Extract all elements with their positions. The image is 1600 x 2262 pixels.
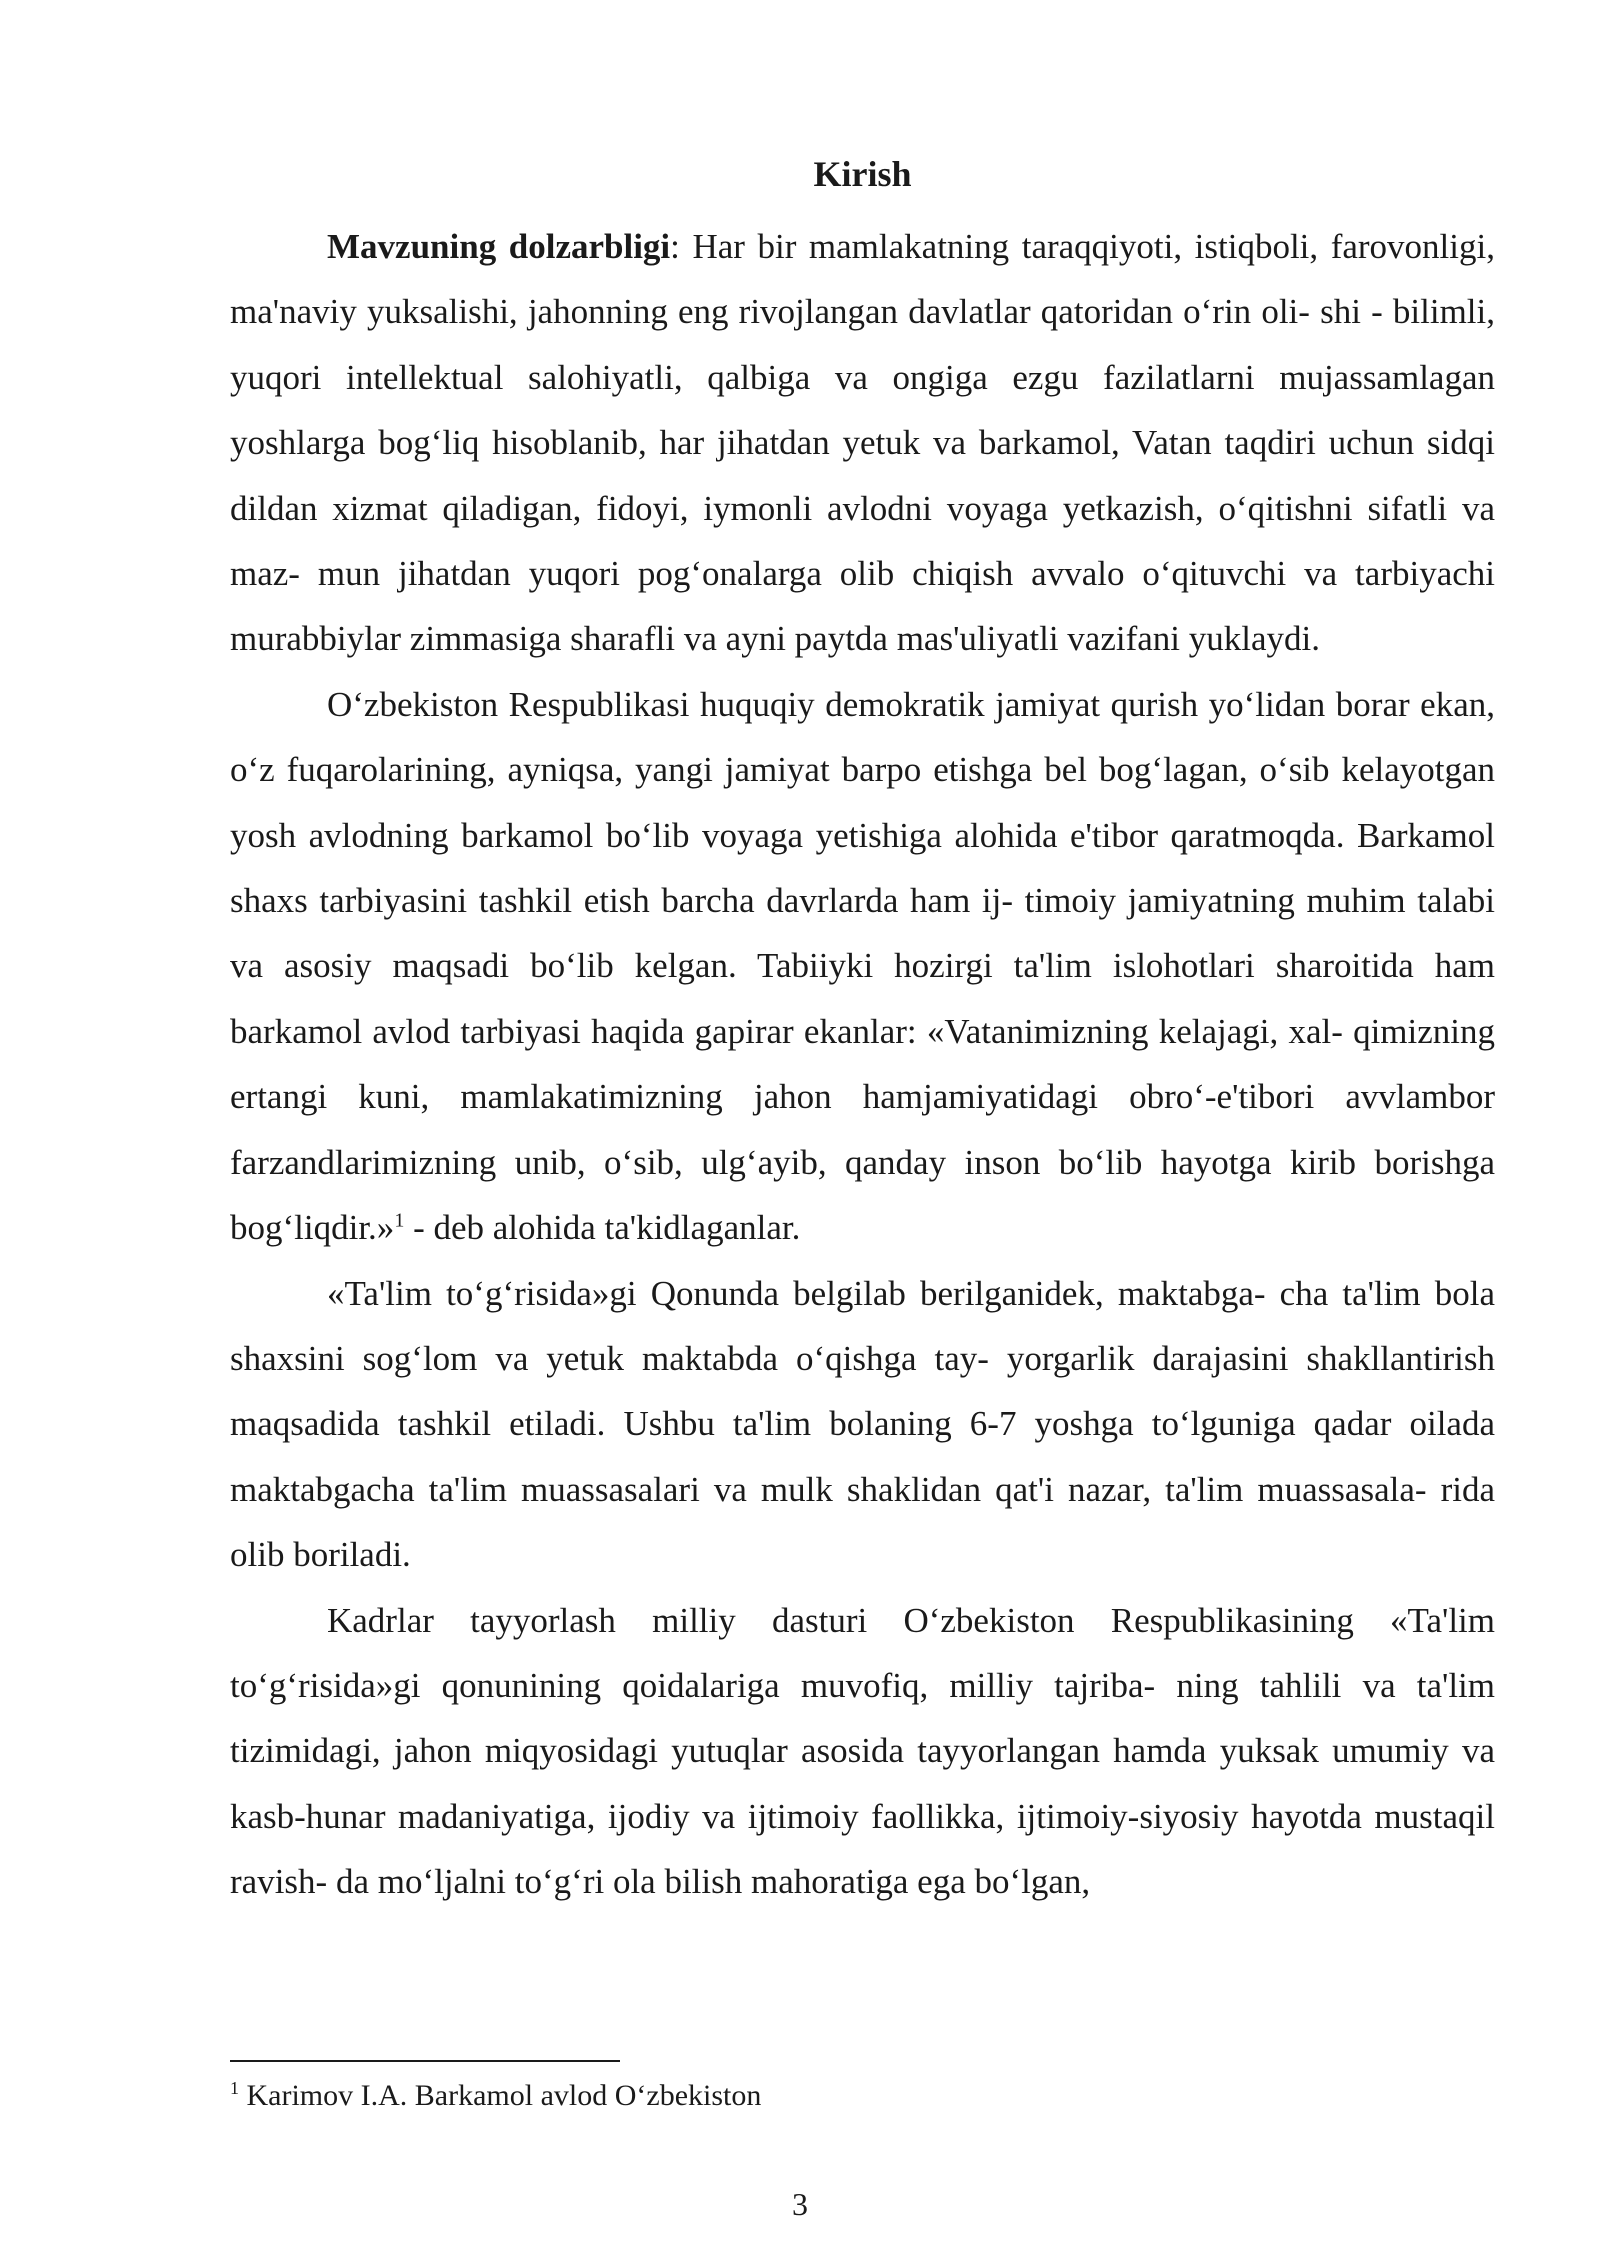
page-number: 3 [792, 2186, 808, 2222]
uzbekistan-text-before-note: O‘zbekiston Respublikasi huquqiy demokratik jamiyat qurish yo‘lidan borar ekan, o‘z fuqarolarining, ayniqsa, yangi jamiyat barpo etishga bel bog‘lagan, o‘sib kelayotgan yosh avlodning barkamol bo‘lib voyaga yetishiga alohida e'tibor qaratmoqda. Barkamol shaxs tarbiyasini tashkil etish barcha davrlarda ham ij- timoiy jamiyatning muhim talabi va asosiy maqsadi bo‘lib kelgan. Tabiiyki hozirgi ta'lim islohotlari sharoitida ham barkamol avlod tarbiyasi haqida gapirar ekanlar: «Vatanimizning kelajagi, xal- qimizning ertangi kuni, mamlakatimizning jahon hamjamiyatidagi obro‘-e'tibori avvlambor farzandlarimizning unib, o‘sib, ulg‘ayib, qanday inson bo‘lib hayotga kirib borishga bog‘liqdir.» [230, 684, 1495, 1248]
page-body [230, 150, 1495, 1915]
paragraph-personnel-program: Kadrlar tayyorlash milliy dasturi O‘zbekiston Respublikasining «Ta'lim to‘g‘risida»gi qonunining qoidalariga muvofiq, milliy tajriba- ning tahlili va ta'lim tizimidagi, jahon miqyosidagi yutuqlar asosida tayyorlangan hamda yuksak umumiy va kasb-hunar madaniyatiga, ijodiy va ijtimoiy faollikka, ijtimoiy-siyosiy hayotda mustaqil ravish- da mo‘ljalni to‘g‘ri ola bilish mahoratiga ega bo‘lgan, [230, 1600, 1495, 1902]
relevance-text: : Har bir mamlakatning taraqqiyoti, istiqboli, farovonligi, ma'naviy yuksalishi, jahonning eng rivojlangan davlatlar qatoridan o‘rin oli- shi - bilimli, yuqori intellektual salohiyatli, qalbiga va ongiga ezgu fazilatlarni mujassamlagan yoshlarga bog‘liq hisoblanib, har jihatdan yetuk va barkamol, Vatan taqdiri uchun sidqi dildan xizmat qiladigan, fidoyi, iymonli avlodni voyaga yetkazish, o‘qitishni sifatli va maz- mun jihatdan yuqori pog‘onalarga olib chiqish avvalo o‘qituvchi va tarbiyachi murabbiylar zimmasiga sharafli va ayni paytda mas'uliyatli vazifani yuklaydi. [230, 227, 1495, 659]
paragraph-relevance [230, 214, 1495, 672]
footnote-divider [230, 2060, 620, 2062]
paragraph-education-law: «Ta'lim to‘g‘risida»gi Qonunda belgilab berilganidek, maktabga- cha ta'lim bola shaxsini sog‘lom va yetuk maktabda o‘qishga tay- yorgarlik darajasini shakllantirish maqsadida tashkil etiladi. Ushbu ta'lim bolaning 6-7 yoshga to‘lguniga qadar oilada maktabgacha ta'lim muassasalari va mulk shaklidan qat'i nazar, ta'lim muassasala- rida olib boriladi. [230, 1273, 1495, 1575]
paragraph-uzbekistan [230, 672, 1495, 1261]
relevance-lead: Mavzuning dolzarbligi [327, 227, 671, 266]
section-heading: Kirish [813, 154, 912, 194]
footnote-mark: 1 [230, 2078, 239, 2098]
uzbekistan-text-after-note: - deb alohida ta'kidlaganlar. [404, 1208, 801, 1248]
footnote [230, 2076, 761, 2116]
footnote-text: Karimov I.A. Barkamol avlod O‘zbekiston [239, 2079, 762, 2112]
footnote-reference[interactable]: 1 [394, 1209, 405, 1232]
